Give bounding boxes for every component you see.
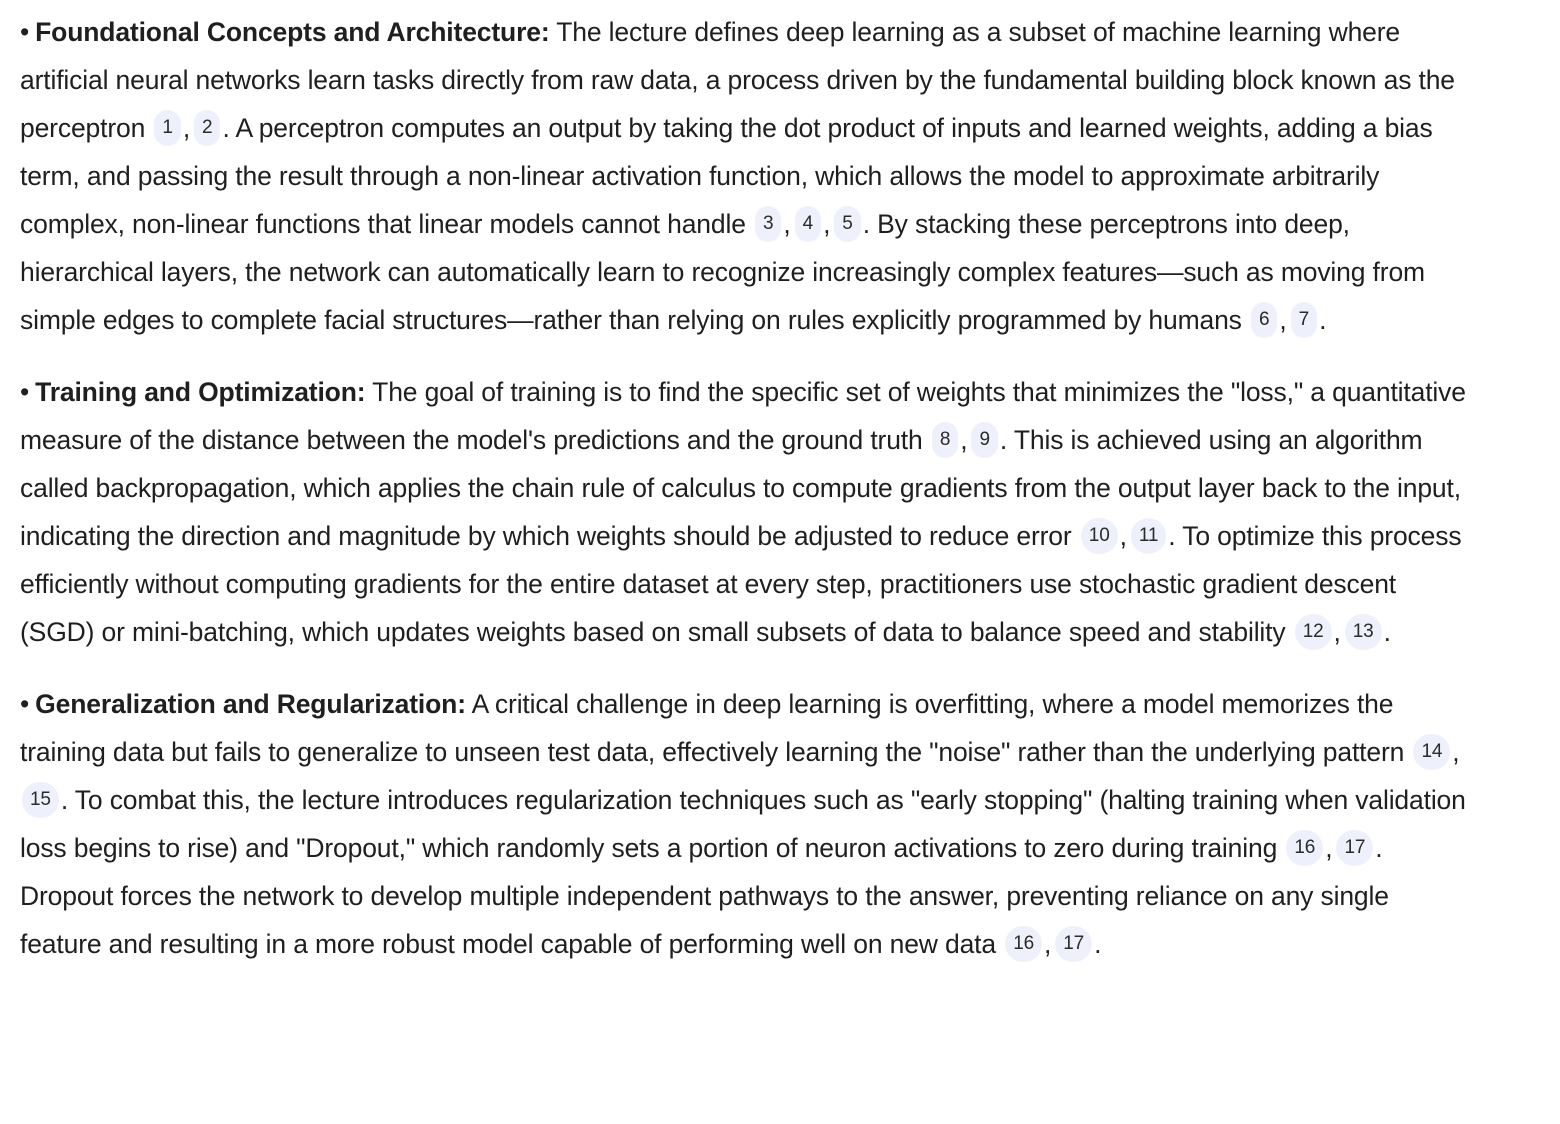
summary-list — [20, 8, 1540, 968]
section-heading: Generalization and Regularization: — [35, 689, 466, 719]
citation-chip[interactable]: 5 — [834, 206, 860, 242]
body-text: To combat this, the lecture introduces regularization techniques such as "early stopping" (halting training when validation loss begins to rise) and "Dropout," which randomly sets a portion of neuron activations to zero during training — [20, 785, 1466, 863]
sentence-end: . — [1319, 305, 1327, 335]
body-text: Dropout forces the network to develop multiple independent pathways to the answer, preventing reliance on any single feature and resulting in a more robust model capable of performing well on new data — [20, 881, 1389, 959]
sentence-end: . — [999, 425, 1008, 455]
bullet-item — [20, 368, 1470, 656]
bullet-dot-icon: • — [20, 689, 30, 719]
citation-chip[interactable]: 17 — [1336, 830, 1373, 866]
citation-chip[interactable]: 16 — [1005, 926, 1042, 962]
citation-chip[interactable]: 4 — [795, 206, 821, 242]
citation-chip[interactable]: 1 — [154, 110, 180, 146]
body-text: A perceptron computes an output by taking the dot product of inputs and learned weights, adding a bias term, and passing the result through a non-linear activation function, which allows the model to approximate arbitrarily complex, non-linear functions that linear models cannot handle — [20, 113, 1433, 239]
sentence-end: . — [222, 113, 230, 143]
bullet-dot-icon: • — [20, 17, 30, 47]
citation-separator: , — [1452, 737, 1460, 767]
citation-chip[interactable]: 8 — [932, 422, 958, 458]
bullet-dot-icon: • — [20, 377, 30, 407]
sentence-end: . — [862, 209, 870, 239]
bullet-item — [20, 8, 1470, 344]
citation-chip[interactable]: 9 — [971, 422, 997, 458]
citation-chip[interactable]: 14 — [1413, 734, 1450, 770]
citation-chip[interactable]: 10 — [1081, 518, 1118, 554]
citation-chip[interactable]: 17 — [1055, 926, 1092, 962]
body-text: A critical challenge in deep learning is overfitting, where a model memorizes the training data but fails to generalize to unseen test data, effectively learning the "noise" rather than the underlying pattern — [20, 689, 1412, 767]
citation-chip[interactable]: 2 — [194, 110, 220, 146]
citation-chip[interactable]: 3 — [755, 206, 781, 242]
citation-separator: , — [823, 209, 831, 239]
body-text: The lecture defines deep learning as a subset of machine learning where artificial neural networks learn tasks directly from raw data, a process driven by the fundamental building block known as the perceptron — [20, 17, 1455, 143]
citation-separator: , — [1119, 521, 1127, 551]
sentence-end: . — [1094, 929, 1102, 959]
citation-chip[interactable]: 11 — [1131, 518, 1166, 554]
bullet-item — [20, 680, 1470, 968]
body-text: By stacking these perceptrons into deep, hierarchical layers, the network can automatically learn to recognize increasingly complex features—such as moving from simple edges to complete facial structures—rather than relying on rules explicitly programmed by humans — [20, 209, 1425, 335]
citation-separator: , — [1333, 617, 1341, 647]
citation-separator: , — [783, 209, 791, 239]
citation-separator: , — [1279, 305, 1287, 335]
body-text: This is achieved using an algorithm called backpropagation, which applies the chain rule of calculus to compute gradients from the output layer back to the input, indicating the direction and magnitude by which weights should be adjusted to reduce error — [20, 425, 1461, 551]
citation-chip[interactable]: 16 — [1286, 830, 1323, 866]
section-heading: Training and Optimization: — [35, 377, 366, 407]
citation-chip[interactable]: 12 — [1295, 614, 1332, 650]
sentence-end: . — [60, 785, 69, 815]
citation-chip[interactable]: 7 — [1291, 302, 1317, 338]
citation-chip[interactable]: 15 — [22, 782, 59, 818]
citation-separator: , — [960, 425, 968, 455]
sentence-end: . — [1383, 617, 1391, 647]
sentence-end: . — [1168, 521, 1176, 551]
body-text: To optimize this process efficiently without computing gradients for the entire dataset at every step, practitioners use stochastic gradient descent (SGD) or mini-batching, which updates weights based on small subsets of data to balance speed and stability — [20, 521, 1462, 647]
citation-separator: , — [1044, 929, 1052, 959]
citation-separator: , — [1325, 833, 1333, 863]
sentence-end: . — [1375, 833, 1383, 863]
citation-chip[interactable]: 6 — [1251, 302, 1277, 338]
body-text: The goal of training is to find the specific set of weights that minimizes the "loss," a quantitative measure of the distance between the model's predictions and the ground truth — [20, 377, 1466, 455]
citation-separator: , — [182, 113, 191, 143]
citation-chip[interactable]: 13 — [1345, 614, 1382, 650]
section-heading: Foundational Concepts and Architecture: — [35, 17, 550, 47]
